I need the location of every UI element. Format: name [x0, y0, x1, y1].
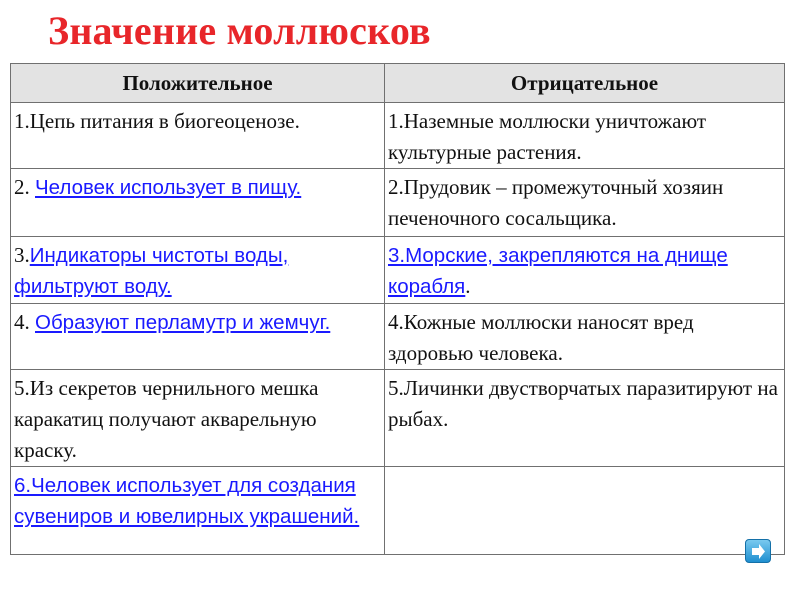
cell-text: 1.Цепь питания в биогеоценозе.	[14, 109, 300, 133]
cell-text: 5.Из секретов чернильного мешка каракатиц получают акварельную краску.	[14, 376, 324, 462]
table-row	[11, 304, 785, 370]
cell-text: 5.Личинки двустворчатых паразитируют на рыбах.	[388, 376, 784, 431]
cell-negative	[385, 103, 785, 169]
cell-negative	[385, 304, 785, 370]
cell-positive	[11, 304, 385, 370]
cell-negative	[385, 237, 785, 304]
cell-positive	[11, 169, 385, 237]
cell-positive	[11, 370, 385, 467]
table-row	[11, 103, 785, 169]
cell-link[interactable]: Индикаторы чистоты воды, фильтруют воду.	[14, 244, 289, 298]
header-negative: Отрицательное	[385, 64, 785, 103]
cell-text: 1.Наземные моллюски уничтожают культурные растения.	[388, 109, 712, 164]
cell-negative	[385, 370, 785, 467]
table-body	[11, 103, 785, 555]
cell-prefix: 2.	[14, 175, 35, 199]
cell-suffix: .	[465, 274, 471, 298]
table-row	[11, 169, 785, 237]
cell-negative	[385, 467, 785, 555]
cell-negative	[385, 169, 785, 237]
next-arrow-icon	[751, 544, 766, 559]
cell-link[interactable]: Образуют перламутр и жемчуг.	[35, 311, 331, 334]
mollusk-significance-table	[10, 63, 785, 555]
next-slide-button[interactable]	[745, 539, 771, 563]
cell-link[interactable]: 3.Морские, закрепляются на днище корабля	[388, 244, 728, 298]
table-row	[11, 467, 785, 555]
cell-text: 4.Кожные моллюски наносят вред здоровью человека.	[388, 310, 699, 365]
cell-link[interactable]: 6.Человек использует для создания сувениров и ювелирных украшений.	[14, 474, 360, 528]
table-row	[11, 370, 785, 467]
slide-title: Значение моллюсков	[48, 8, 431, 53]
cell-text: 2.Прудовик – промежуточный хозяин печеночного сосальщика.	[388, 175, 729, 230]
cell-positive	[11, 237, 385, 304]
cell-positive	[11, 103, 385, 169]
cell-positive	[11, 467, 385, 555]
table-row	[11, 237, 785, 304]
cell-prefix: 4.	[14, 310, 35, 334]
header-positive: Положительное	[11, 64, 385, 103]
cell-prefix: 3.	[14, 243, 30, 267]
cell-link[interactable]: Человек использует в пищу.	[35, 176, 302, 199]
table-header-row	[11, 64, 785, 103]
